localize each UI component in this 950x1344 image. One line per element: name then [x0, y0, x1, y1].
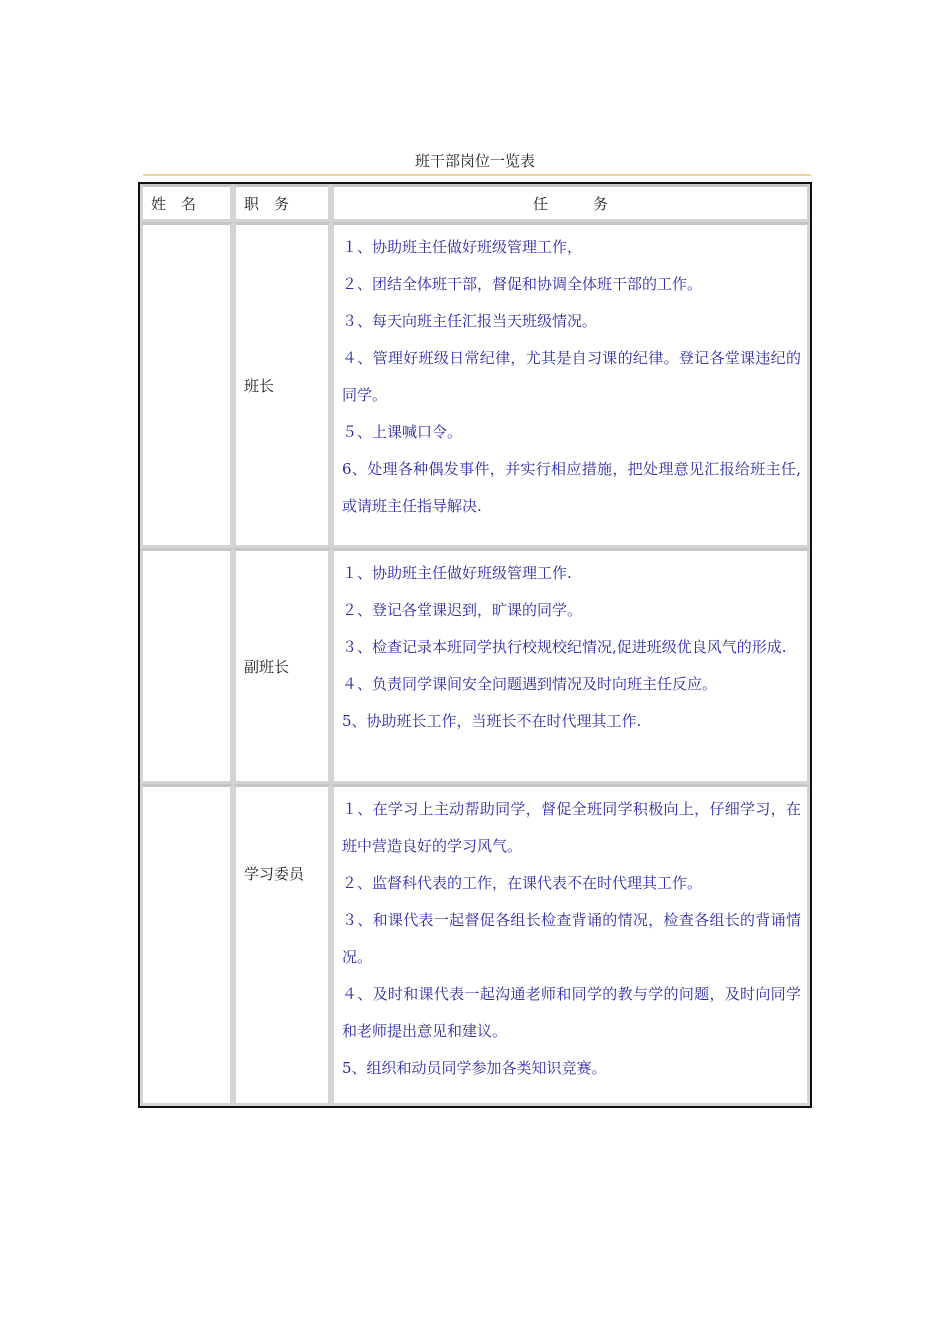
name-cell: [140, 222, 233, 548]
header-role: 职 务: [233, 184, 331, 222]
task-item: ２、监督科代表的工作，在课代表不在时代理其工作。: [342, 874, 703, 892]
task-item: ３、和课代表一起督促各组长检查背诵的情况，检查各组长的背诵情况。: [342, 911, 801, 966]
table-row: [140, 222, 810, 548]
task-item: 5、协助班长工作，当班长不在时代理其工作.: [342, 712, 642, 730]
roster-table: [138, 182, 812, 1108]
task-item: ３、检查记录本班同学执行校规校纪情况,促进班级优良风气的形成.: [342, 638, 787, 656]
header-name: 姓 名: [140, 184, 233, 222]
task-item: １、协助班主任做好班级管理工作.: [342, 564, 572, 582]
task-item: 6、处理各种偶发事件，并实行相应措施，把处理意见汇报给班主任,或请班主任指导解决.: [342, 460, 801, 515]
task-item: ２、登记各堂课迟到，旷课的同学。: [342, 601, 583, 619]
role-cell: 学习委员: [233, 784, 331, 1106]
task-item: ４、负责同学课间安全问题遇到情况及时向班主任反应。: [342, 675, 718, 693]
table-header-row: [140, 184, 810, 222]
page-title: 班干部岗位一览表: [414, 152, 535, 170]
table-row: [140, 548, 810, 784]
task-item: １、协助班主任做好班级管理工作，: [342, 238, 583, 256]
header-task: 任 务: [331, 184, 810, 222]
task-item: ５、上课喊口令。: [342, 423, 463, 441]
task-item: ４、管理好班级日常纪律，尤其是自习课的纪律。登记各堂课违纪的同学。: [342, 349, 801, 404]
task-cell: [331, 784, 810, 1106]
name-cell: [140, 548, 233, 784]
name-cell: [140, 784, 233, 1106]
task-cell: [331, 548, 810, 784]
title-underline: [143, 174, 811, 176]
role-cell: 副班长: [233, 548, 331, 784]
task-item: 5、组织和动员同学参加各类知识竞赛。: [342, 1059, 607, 1077]
task-item: １、在学习上主动帮助同学，督促全班同学积极向上，仔细学习，在班中营造良好的学习风气。: [342, 800, 801, 855]
table-row: [140, 784, 810, 1106]
task-cell: [331, 222, 810, 548]
task-item: ２、团结全体班干部，督促和协调全体班干部的工作。: [342, 275, 703, 293]
role-cell: 班长: [233, 222, 331, 548]
task-item: ３、每天向班主任汇报当天班级情况。: [342, 312, 598, 330]
task-item: ４、及时和课代表一起沟通老师和同学的教与学的问题，及时向同学和老师提出意见和建议。: [342, 985, 801, 1040]
